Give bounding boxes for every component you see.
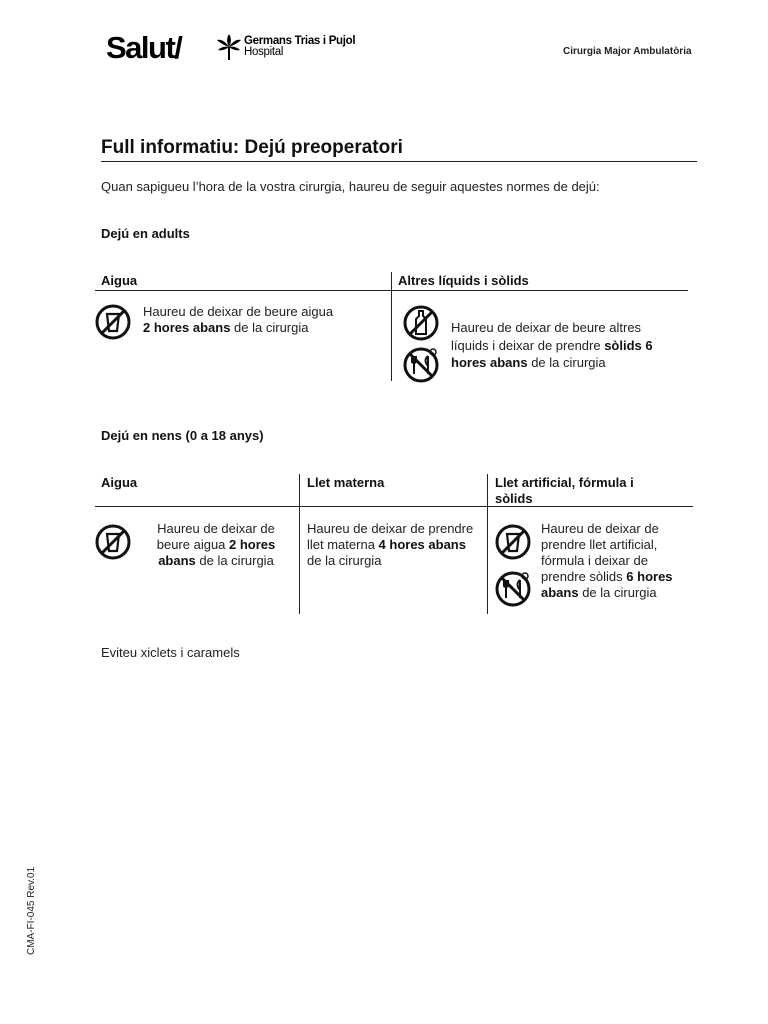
adults-col-water: Aigua	[101, 273, 138, 288]
adults-other-post: de la cirurgia	[527, 355, 606, 370]
document-reference: CMA-FI-045 Rev.01	[26, 866, 37, 955]
hospital-logo-icon	[213, 33, 245, 61]
adults-other-pre: Haureu de deixar de beure altres líquids i deixar de prendre	[451, 320, 642, 353]
adults-water-post: de la cirurgia	[230, 320, 309, 335]
no-food-icon	[494, 570, 532, 608]
no-food-icon	[402, 346, 440, 384]
page-title: Full informatiu: Dejú preoperatori	[101, 137, 403, 158]
intro-text: Quan sapigueu l’hora de la vostra cirurgia, haureu de seguir aquestes normes de dejú:	[101, 179, 600, 194]
children-water-post: de la cirurgia	[195, 553, 274, 568]
hospital-name-line2: Hospital	[244, 46, 284, 58]
adults-heading: Dejú en adults	[101, 226, 190, 241]
no-glass-icon	[94, 303, 132, 341]
children-heading: Dejú en nens (0 a 18 anys)	[101, 428, 264, 443]
no-bottle-icon	[402, 304, 440, 342]
no-glass-icon	[494, 523, 532, 561]
hospital-name-line1: Germans Trias i Pujol	[244, 35, 356, 47]
children-col-breast: Llet materna	[307, 475, 385, 490]
adults-water-bold: 2 hores abans	[143, 320, 231, 335]
children-formula-post: de la cirurgia	[578, 585, 657, 600]
children-breast-pre: Haureu de deixar de prendre llet materna	[307, 521, 474, 552]
department-label: Cirurgia Major Ambulatòria	[563, 46, 692, 57]
children-water-pre: Haureu de deixar de beure aigua	[156, 521, 275, 552]
children-table-divider-2	[487, 474, 488, 614]
children-col-water: Aigua	[101, 475, 138, 490]
children-breast-post: de la cirurgia	[307, 553, 382, 568]
children-table-rule	[95, 506, 693, 507]
adults-water-pre: Haureu de deixar de beure aigua	[143, 304, 334, 319]
adults-other-text	[451, 319, 681, 372]
children-breast-text	[307, 521, 483, 569]
children-water-text	[141, 521, 291, 569]
adults-col-other: Altres líquids i sòlids	[398, 273, 529, 288]
salut-logo: Salut/	[106, 30, 182, 65]
children-formula-pre: Haureu de deixar de prendre llet artificial, fórmula i deixar de prendre sòlids	[541, 521, 659, 584]
children-formula-bold: 6 hores abans	[541, 569, 673, 600]
title-divider	[101, 161, 697, 162]
adults-other-bold: sòlids 6 hores abans	[451, 337, 653, 370]
children-col-formula: Llet artificial, fórmula i sòlids	[495, 475, 634, 506]
adults-table-divider	[391, 272, 392, 381]
children-water-bold: 2 hores abans	[158, 537, 276, 568]
gum-candy-note: Eviteu xiclets i caramels	[101, 645, 240, 660]
no-glass-icon	[94, 523, 132, 561]
children-formula-text	[541, 521, 681, 601]
children-breast-bold: 4 hores abans	[378, 537, 466, 552]
children-table-divider-1	[299, 474, 300, 614]
adults-water-text	[143, 304, 383, 336]
hospital-name	[244, 36, 355, 58]
